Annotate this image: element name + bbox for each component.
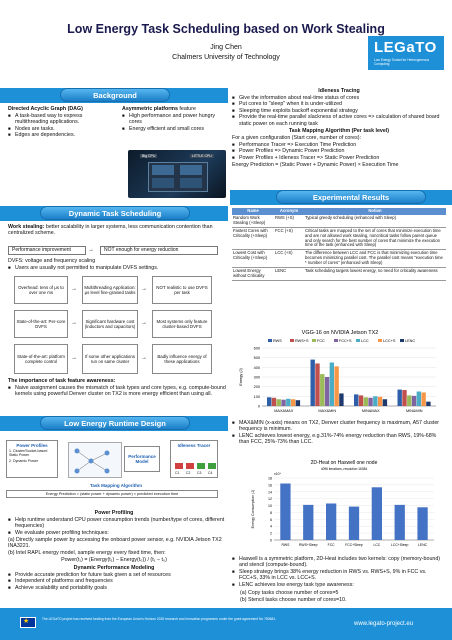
core-slot xyxy=(186,463,194,469)
bar xyxy=(359,395,363,406)
table-cell: Random Work Stealing (+Sleep) xyxy=(232,215,274,227)
task-graph-svg xyxy=(69,443,123,479)
legend-swatch xyxy=(290,339,294,342)
runtime-heading: Low Energy Runtime Design xyxy=(40,416,190,430)
power-profiling-heading: Power Profiling xyxy=(94,510,134,516)
bar xyxy=(272,398,276,406)
dag-item: ■ Edges are dependencies. xyxy=(8,132,110,138)
bar xyxy=(303,505,313,540)
table-cell: Fastest Cores with Criticality (+Sleep) xyxy=(232,227,274,250)
vgg16-energy-chart xyxy=(236,328,444,418)
results1-item: ■ MAX&MIN (x-axis) means on TX2, Denver cluster frequency is maximum, A57 cluster frequency is minimum. xyxy=(232,420,446,433)
legend-swatch xyxy=(400,339,404,342)
table-header: Acronym xyxy=(274,208,304,215)
legend-label: RWS xyxy=(273,339,282,343)
y-unit-label: x10⁴ xyxy=(274,472,281,476)
x-tick-label: FCC+Sleep xyxy=(345,543,363,547)
power-profiling-item: ■ Help runtime understand CPU power consumption trends (number/type of cores, different frequencies) xyxy=(8,517,226,530)
power-profiling-item: ■ We evaluate power profiling techniques: xyxy=(8,530,226,536)
y-tick-label: 14 xyxy=(268,490,272,495)
y-tick-label: 500 xyxy=(253,356,260,361)
legato-logo xyxy=(368,36,444,70)
performance-model-box xyxy=(124,446,160,472)
chip-core-block xyxy=(180,178,202,188)
energy-prediction-line: Energy Prediction = (Static Power + Dynamic Power) × Execution Time xyxy=(232,162,399,168)
task-graph xyxy=(68,442,122,478)
x-tick-label: FCC xyxy=(327,543,335,547)
eu-flag-icon: ★ xyxy=(20,617,36,628)
bar xyxy=(421,392,425,406)
table-row xyxy=(232,250,446,268)
table-cell: Critical tasks are mapped to the set of cores that minimize execution time and are not allowed work stealing, noncritical tasks follow parent queue and only search for the best number of cores that minimize the execution time of the task (enhanced with Sleep) xyxy=(304,227,446,250)
bar xyxy=(368,398,372,406)
dpm-item: ■ Independent of platforms and frequencies xyxy=(8,578,226,584)
dag-title: Directed Acyclic Graph (DAG) xyxy=(8,106,83,112)
table-header: Name xyxy=(232,208,274,215)
y-axis-label: Energy (J) xyxy=(239,368,243,386)
importance-item: ■ Naive assignment causes the mismatch of task types and core types, e.g. compute-bound kernels using powerful Denver cluster on TX2 is more energy efficient than using all. xyxy=(8,385,226,398)
bar xyxy=(339,393,343,406)
heat2d-energy-chart xyxy=(248,458,440,554)
chip-image xyxy=(128,150,226,198)
idleness-tracer-box xyxy=(170,440,218,478)
dpm-heading: Dynamic Performance Modeling xyxy=(73,565,155,571)
runtime-diagram xyxy=(6,436,224,504)
background-heading: Background xyxy=(60,88,170,102)
power-profiles-title: Power Profiles xyxy=(16,443,48,448)
x-tick-label: RWS+Sleep xyxy=(299,543,318,547)
legend-swatch xyxy=(378,339,382,342)
table-cell: Lowest Energy without Criticality xyxy=(232,268,274,281)
y-tick-label: 16 xyxy=(268,483,272,488)
bar xyxy=(311,360,315,406)
chip-core-block xyxy=(152,165,174,175)
author-name: Jing Chen xyxy=(210,44,242,51)
importance-title: The importance of task feature awareness: xyxy=(8,378,116,384)
bar xyxy=(426,402,430,406)
bar xyxy=(267,397,271,406)
dvfs-line: DVFS: voltage and frequency scaling xyxy=(8,258,96,264)
chart-title: VGG-16 on NVIDIA Jetson TX2 xyxy=(301,330,379,336)
power-profiles-item: 2. Dynamic Power xyxy=(9,458,39,463)
dvfs-list xyxy=(8,265,226,271)
bar xyxy=(349,507,359,540)
grid-cell: If some other applications run on same cluster xyxy=(82,344,138,374)
table-header: Notion xyxy=(304,208,446,215)
logo-text: LEGaTO xyxy=(374,39,437,56)
power-profiles-box xyxy=(6,440,58,478)
x-tick-label: MIN&MAX xyxy=(361,409,380,413)
energy-formula-box: Energy Prediction = (static power + dynamic power) × predicted execution time xyxy=(6,490,218,498)
legend-swatch xyxy=(356,339,360,342)
performance-improvement-box: Performance improvement xyxy=(8,246,86,255)
poster-title: Low Energy Task Scheduling based on Work Stealing xyxy=(67,22,385,36)
poster-footer xyxy=(0,608,452,640)
bar xyxy=(296,400,300,406)
arrow-icon: → xyxy=(141,286,147,292)
arrow-icon: → xyxy=(71,320,77,326)
bar xyxy=(326,503,336,540)
grid-cell: Multithreading Application: μs level fine-grained tasks xyxy=(82,276,138,304)
task-mapping-item: ■ Power Profiles + Idleness Tracer => Static Power Prediction xyxy=(232,155,446,161)
x-tick-label: LENC xyxy=(418,543,428,547)
chip-core-block xyxy=(152,178,174,188)
bar xyxy=(383,399,387,406)
y-tick-label: 400 xyxy=(253,365,260,370)
logo-subtitle: Low Energy Toolset for Heterogeneous Computing xyxy=(374,58,430,66)
table-cell: LENC xyxy=(274,268,304,281)
table-row xyxy=(232,215,446,227)
work-stealing-label: Work stealing: xyxy=(8,224,45,230)
x-tick-label: MAX&MIN xyxy=(318,409,337,413)
bar xyxy=(407,395,411,406)
project-website[interactable]: www.legato-project.eu xyxy=(354,621,414,627)
power-profiling-b: (b) Intel RAPL energy model, sample energy every fixed time, then: xyxy=(8,550,166,556)
task-mapping-item: ■ Performance Tracer => Execution Time Prediction xyxy=(232,142,446,148)
power-profiling-a: (a) Directly sample power by accessing the onboard power sensor, e.g. NVIDIA Jetson TX2 INA3221. xyxy=(8,537,222,550)
y-axis-label: Energy Consumption (J) xyxy=(251,489,255,529)
y-tick-label: 0 xyxy=(270,538,272,543)
bar xyxy=(320,374,324,406)
grid-cell: Overhead: tens of μs to over one ms xyxy=(14,276,68,304)
idleness-item: ■ Put cores to "sleep" when it is under-utilized xyxy=(232,101,446,107)
task-mapping-intro: For a given configuration (Start core, number of cores): xyxy=(232,135,361,141)
poster-header xyxy=(0,0,452,80)
y-tick-label: 2 xyxy=(270,531,272,536)
legend-swatch xyxy=(334,339,338,342)
idleness-item: ■ Sleeping time exploits backoff exponential strategy xyxy=(232,108,446,114)
chip-core-block xyxy=(180,165,202,175)
idleness-heading: Idleness Tracing xyxy=(318,88,360,94)
bar xyxy=(286,399,290,406)
x-tick-label: RWS xyxy=(281,543,290,547)
task-mapping-item: ■ Power Profiles => Dynamic Power Prediction xyxy=(232,148,446,154)
bar xyxy=(417,392,421,407)
asym-item: ■ High performance and power hungry cores xyxy=(122,113,228,126)
bar xyxy=(291,399,295,406)
y-tick-label: 18 xyxy=(268,476,272,481)
table-cell: RWS (+S) xyxy=(274,215,304,227)
y-tick-label: 200 xyxy=(253,385,260,390)
legend-label: FCC xyxy=(317,339,325,343)
table-cell: The difference between LCC and FCC is that minimizing execution time becomes minimizing parallel cost. The parallel cost means "execution time * number of cores" (enhanced with Sleep) xyxy=(304,250,446,268)
table-row xyxy=(232,268,446,281)
power-profiles-item: 1. Cluster/Socket-based Static Power xyxy=(9,449,48,458)
task-mapping-list xyxy=(232,142,446,161)
legend-label: FCC+S xyxy=(339,339,352,343)
bar xyxy=(354,394,358,406)
arrow-icon: → xyxy=(88,247,94,253)
bar xyxy=(372,487,382,540)
dag-list xyxy=(8,113,110,139)
bar xyxy=(334,366,338,406)
bar xyxy=(417,507,427,540)
table-cell: Lowest Cost with Criticality (+Sleep) xyxy=(232,250,274,268)
work-stealing-desc: better scalability in larger systems, less communication contention than centralized scheme. xyxy=(8,224,213,237)
asym-item: ■ Energy efficient and small cores xyxy=(122,126,228,132)
x-tick-label: LCC+Sleep xyxy=(390,543,409,547)
grid-cell: NOT realistic to use DVFS per task xyxy=(152,276,212,304)
arrow-icon: → xyxy=(141,355,147,361)
bar xyxy=(330,363,334,407)
results1-list xyxy=(232,420,446,446)
bar xyxy=(280,484,290,540)
asym-title-rest: feature xyxy=(177,106,196,112)
dvfs-item: ■ Users are usually not permitted to manipulate DVFS settings. xyxy=(8,265,226,271)
y-tick-label: 100 xyxy=(253,394,260,399)
dpm-item: ■ Achieve scalability and portability goals xyxy=(8,585,226,591)
results2-item: ■ LENC achieves low energy task type awareness: xyxy=(232,582,446,588)
table-cell: Typical greedy scheduling (enhanced with Sleep) xyxy=(304,215,446,227)
results2-item: ■ Haswell is a symmetric platform, 2D-Heat includes two kernels: copy (memory-bound) and stencil (compute-bound). xyxy=(232,556,446,569)
table-cell: FCC (+S) xyxy=(274,227,304,250)
asym-list xyxy=(122,113,228,132)
task-mapping-heading: Task Mapping Algorithm (Per task level) xyxy=(288,128,390,134)
bar xyxy=(395,505,405,540)
y-tick-label: 8 xyxy=(270,510,272,515)
affiliation: Chalmers University of Technology xyxy=(172,54,280,61)
results2-sub-a: (a) Copy tasks choose number of cores=5 xyxy=(240,590,339,596)
core-label: C4 xyxy=(208,471,213,475)
y-tick-label: 600 xyxy=(253,346,260,351)
bar xyxy=(277,399,281,406)
legend-swatch xyxy=(268,339,272,342)
idleness-tracer-label: Idleness Tracer xyxy=(177,443,211,448)
table-row xyxy=(232,227,446,250)
dynamic-heading: Dynamic Task Scheduling xyxy=(40,206,190,220)
idleness-list xyxy=(232,95,446,127)
table-cell: Task scheduling targets lowest energy, no need for criticality awareness xyxy=(304,268,446,281)
legend-label: RWS+S xyxy=(295,339,309,343)
grid-cell: State-of-the-art: Per-core DVFS xyxy=(14,310,68,338)
core-label: C3 xyxy=(197,471,202,475)
dag-item: ■ Nodes are tasks. xyxy=(8,126,110,132)
grid-cell: State-of-the-art: platform complete control xyxy=(14,344,68,374)
core-slot xyxy=(175,463,183,469)
grid-cell: Badly influence energy of these applications xyxy=(152,344,212,374)
table-cell: LCC (+S) xyxy=(274,250,304,268)
bar xyxy=(378,397,382,406)
grid-cell: Significant hardware cost (inductors and capacitors) xyxy=(82,310,138,338)
asym-title xyxy=(122,106,228,112)
y-tick-label: 4 xyxy=(270,524,272,529)
asym-title-bold: Asymmetric platforms xyxy=(122,106,178,112)
results2-list xyxy=(232,556,446,588)
scheduler-table xyxy=(232,208,446,281)
legend-label: LENC xyxy=(405,339,416,343)
core-slot xyxy=(208,463,216,469)
bar xyxy=(325,377,329,406)
bar xyxy=(315,363,319,406)
funding-acknowledgement: The LEGaTO project has received funding from the European Union's Horizon 2020 research and innovation programme under the grant agreement No 780681. xyxy=(42,617,277,621)
arrow-icon: → xyxy=(71,355,77,361)
bar xyxy=(412,396,416,406)
y-tick-label: 10 xyxy=(268,504,272,509)
legend-label: LCC xyxy=(361,339,369,343)
y-tick-label: 0 xyxy=(257,404,260,409)
x-tick-label: LCC xyxy=(373,543,381,547)
y-tick-label: 6 xyxy=(270,517,272,522)
results1-item: ■ LENC achieves lowest energy, e.g.31%-74% energy reduction than RWS, 19%-68% than FCC, 25%-73% than LCC. xyxy=(232,433,446,446)
task-mapping-label: Task Mapping Algorithm xyxy=(89,483,142,488)
results2-item: ■ Sleep strategy brings 38% energy reduction in RWS vs. RWS+S, 9% in FCC vs. FCC+S, 33% in LCC vs. LCC+S. xyxy=(232,569,446,582)
dag-item: ■ A task-based way to express multithreading applications. xyxy=(8,113,110,126)
core-label: C1 xyxy=(175,471,180,475)
grid-cell: Most systems only feature cluster-based DVFS xyxy=(152,310,212,338)
idleness-item: ■ Provide the real-time parallel slackness of active cores => calculation of shared board static power on each running task xyxy=(232,114,446,127)
results2-sub-b: (b) Stencil tasks choose number of cores=10. xyxy=(240,597,347,603)
chart-title: 2D-Heat on Haswell one node xyxy=(310,460,378,466)
arrow-icon: → xyxy=(71,286,77,292)
importance-list xyxy=(8,385,226,398)
y-tick-label: 300 xyxy=(253,375,260,380)
y-tick-label: 12 xyxy=(268,497,272,502)
chip-big-label: Big CPU xyxy=(142,154,156,158)
bar xyxy=(398,390,402,406)
chip-little-label: LITTLE CPU xyxy=(192,154,212,158)
performance-model-label: Performance Model xyxy=(128,454,156,464)
bar xyxy=(373,396,377,406)
work-stealing-text xyxy=(8,224,226,237)
bar xyxy=(364,397,368,406)
x-tick-label: MAX&MAX xyxy=(274,409,294,413)
legend-swatch xyxy=(312,339,316,342)
power-profiling-list xyxy=(8,517,226,536)
x-tick-label: MIN&MIN xyxy=(406,409,423,413)
dpm-item: ■ Provide accurate prediction for future task given a set of resources xyxy=(8,572,226,578)
bar xyxy=(402,390,406,406)
legend-label: LCC+S xyxy=(383,339,396,343)
arrow-icon: → xyxy=(141,320,147,326)
experimental-heading: Experimental Results xyxy=(276,190,426,204)
power-formula: Power(t₁) = (Energy(t₁) − Energy(t₀)) / (t₁ − t₀) xyxy=(61,557,167,563)
idleness-item: ■ Give the information about real-time status of cores xyxy=(232,95,446,101)
not-enough-box: NOT enough for energy reduction xyxy=(100,246,218,255)
bar xyxy=(281,400,285,406)
chart-subtitle: 4096 iterations, resolution 16384 xyxy=(320,467,368,471)
table-header-row xyxy=(232,208,446,215)
core-label: C2 xyxy=(186,471,191,475)
core-slot xyxy=(197,463,205,469)
dpm-list xyxy=(8,572,226,591)
